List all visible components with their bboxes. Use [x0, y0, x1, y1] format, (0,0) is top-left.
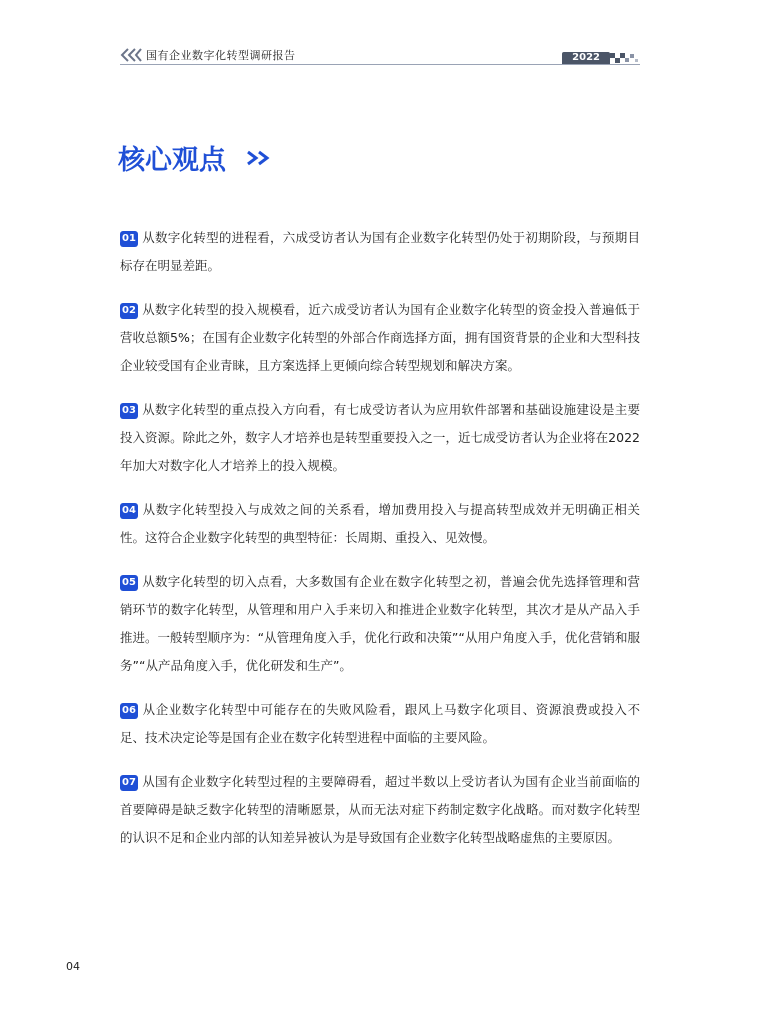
point-text: 从数字化转型的重点投入方向看，有七成受访者认为应用软件部署和基础设施建设是主要投入资源。除此之外，数字人才培养也是转型重要投入之一，近七成受访者认为企业将在2022年加大对数字化人才培养上的投入规模。 — [120, 402, 640, 473]
double-chevron-right-icon — [245, 149, 273, 167]
key-point — [120, 296, 640, 380]
pixel-pattern-icon — [610, 51, 640, 65]
report-title: 国有企业数字化转型调研报告 — [146, 49, 296, 62]
key-point — [120, 696, 640, 752]
point-text: 从数字化转型投入与成效之间的关系看，增加费用投入与提高转型成效并无明确正相关性。这符合企业数字化转型的典型特征：长周期、重投入、见效慢。 — [120, 502, 640, 545]
point-number-badge: 06 — [120, 703, 138, 719]
point-text: 从数字化转型的进程看，六成受访者认为国有企业数字化转型仍处于初期阶段，与预期目标存在明显差距。 — [120, 230, 640, 273]
point-number-badge: 04 — [120, 503, 138, 519]
point-text: 从数字化转型的切入点看，大多数国有企业在数字化转型之初，普遍会优先选择管理和营销环节的数字化转型，从管理和用户入手来切入和推进企业数字化转型，其次才是从产品入手推进。一般转型顺序为：“从管理角度入手，优化行政和决策”“从用户角度入手，优化营销和服务”“从产品角度入手，优化研发和生产”。 — [120, 574, 640, 673]
page-header — [120, 44, 640, 68]
year-tab: 2022 — [562, 52, 610, 64]
key-point — [120, 768, 640, 852]
point-number-badge: 03 — [120, 403, 138, 419]
point-text: 从数字化转型的投入规模看，近六成受访者认为国有企业数字化转型的资金投入普遍低于营收总额5%；在国有企业数字化转型的外部合作商选择方面，拥有国资背景的企业和大型科技企业较受国有企业青睐，且方案选择上更倾向综合转型规划和解决方案。 — [120, 302, 640, 373]
header-divider — [120, 64, 640, 65]
key-points-list — [120, 224, 640, 868]
key-point — [120, 396, 640, 480]
point-number-badge: 07 — [120, 775, 138, 791]
page-number: 04 — [66, 960, 80, 973]
key-point — [120, 568, 640, 680]
point-text: 从企业数字化转型中可能存在的失败风险看，跟风上马数字化项目、资源浪费或投入不足、技术决定论等是国有企业在数字化转型进程中面临的主要风险。 — [120, 702, 640, 745]
point-number-badge: 02 — [120, 303, 138, 319]
chevron-logo-icon — [120, 48, 142, 62]
key-point — [120, 224, 640, 280]
key-point — [120, 496, 640, 552]
point-number-badge: 05 — [120, 575, 138, 591]
point-text: 从国有企业数字化转型过程的主要障碍看，超过半数以上受访者认为国有企业当前面临的首要障碍是缺乏数字化转型的清晰愿景，从而无法对症下药制定数字化战略。而对数字化转型的认识不足和企业内部的认知差异被认为是导致国有企业数字化转型战略虚焦的主要原因。 — [120, 774, 640, 845]
page-title: 核心观点 — [118, 145, 226, 176]
point-number-badge: 01 — [120, 231, 138, 247]
